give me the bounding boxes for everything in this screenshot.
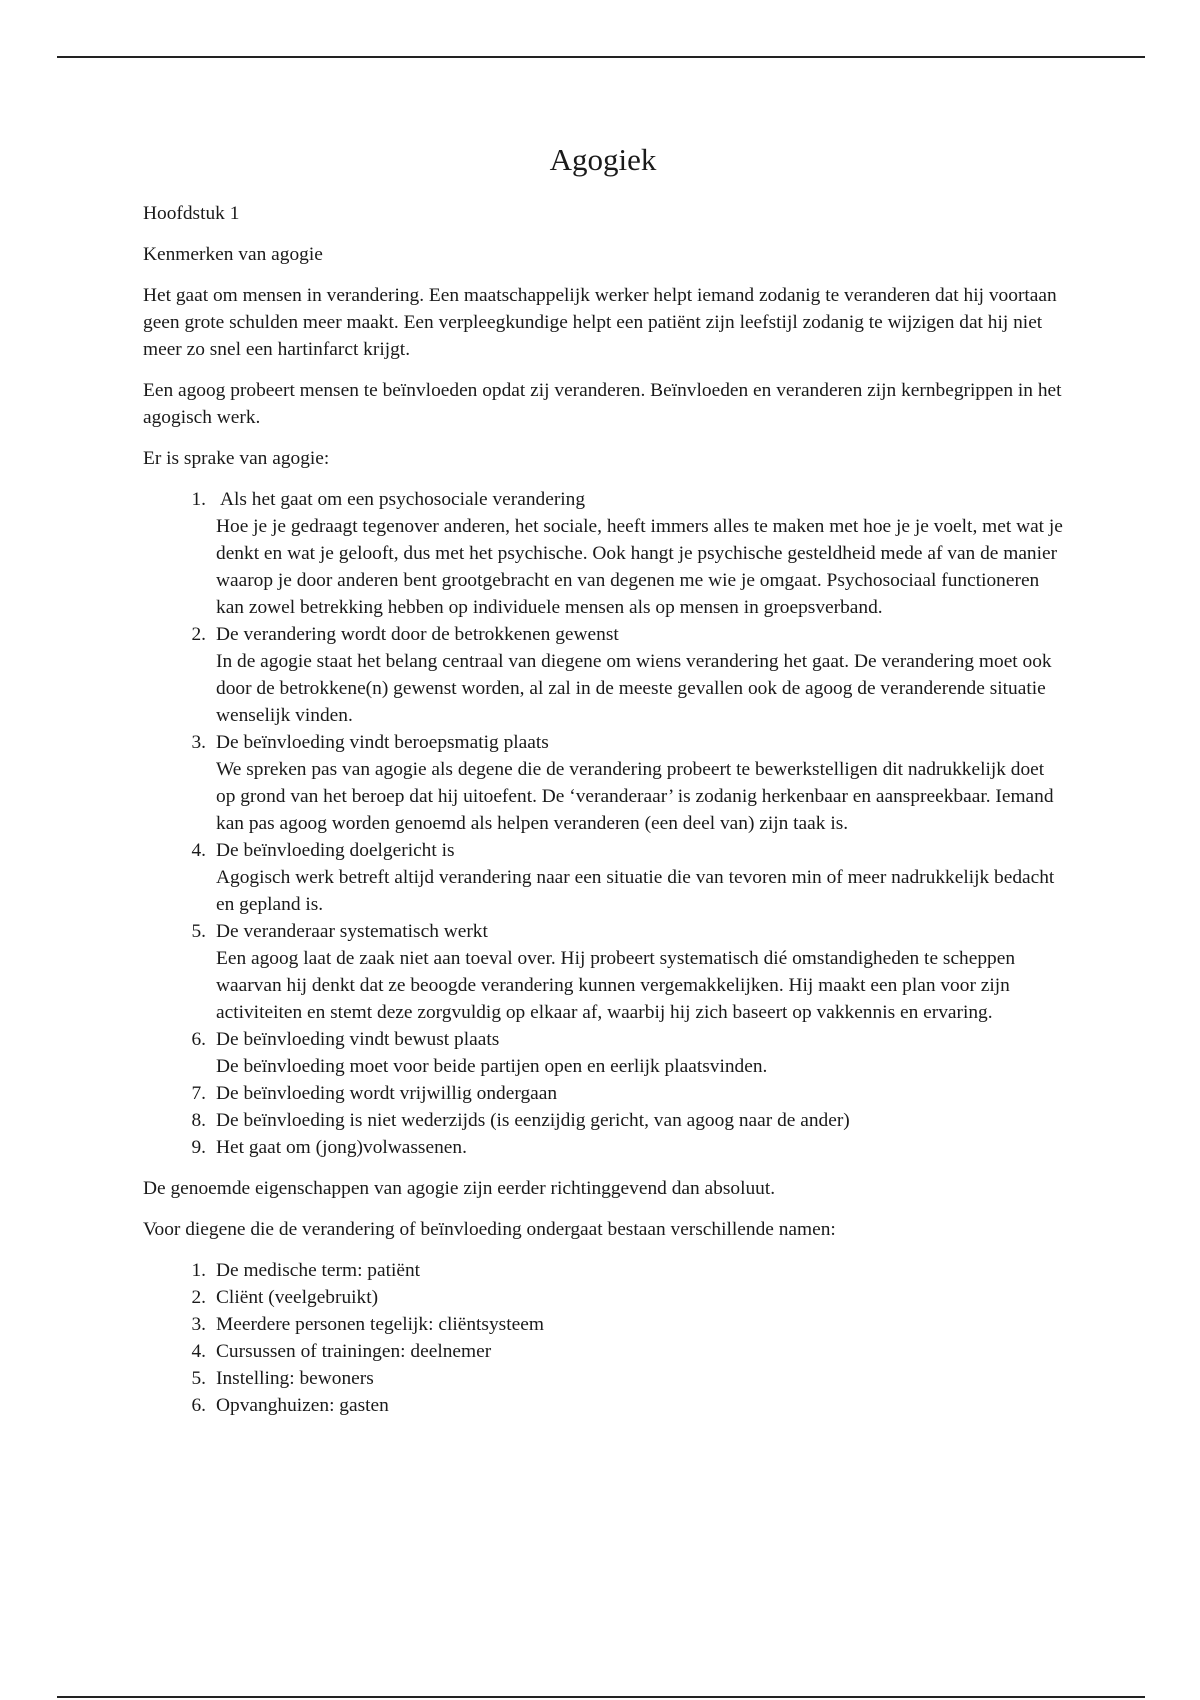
list-item (191, 1392, 1063, 1419)
list-item-title: De beïnvloeding vindt bewust plaats (216, 1029, 500, 1050)
document-title: Agogiek (549, 142, 657, 177)
list-number: 6. (191, 1029, 206, 1050)
list-item-text: De medische term: patiënt (216, 1260, 421, 1281)
names-list (143, 1257, 1063, 1419)
list-number: 5. (191, 921, 206, 942)
list-number: 2. (191, 1287, 206, 1308)
list-number: 5. (191, 1368, 206, 1389)
list-item-text: Opvanghuizen: gasten (216, 1395, 389, 1416)
document-body (143, 140, 1063, 1433)
list-item-text: Cliënt (veelgebruikt) (216, 1287, 379, 1308)
list-item-description: Een agoog laat de zaak niet aan toeval over. Hij probeert systematisch dié omstandigheden te scheppen waarvan hij denkt dat ze beoogde verandering kunnen vergemakkelijken. Hij maakt een plan voor zijn activiteiten en stemt deze zorgvuldig op elkaar af, waarbij hij zich baseert op vakkennis en ervaring. (216, 948, 1016, 1023)
list-item-title: Als het gaat om een psychosociale verandering (220, 489, 586, 510)
list-number: 1. (191, 489, 206, 510)
list-number: 3. (191, 1314, 206, 1335)
list-item (191, 918, 1063, 1026)
list-item (191, 1338, 1063, 1365)
list-item-title: De veranderaar systematisch werkt (216, 921, 488, 942)
paragraph-indicative: De genoemde eigenschappen van agogie zijn eerder richtinggevend dan absoluut. (143, 1178, 776, 1199)
list-item-text: Meerdere personen tegelijk: cliëntsysteem (216, 1314, 544, 1335)
list-item (191, 486, 1063, 621)
list-item-text: Cursussen of trainingen: deelnemer (216, 1341, 492, 1362)
list-item-description: Agogisch werk betreft altijd verandering naar een situatie die van tevoren min of meer nadrukkelijk bedacht en gepland is. (216, 867, 1055, 915)
list-number: 1. (191, 1260, 206, 1281)
paragraph-influence: Een agoog probeert mensen te beïnvloeden opdat zij veranderen. Beïnvloeden en veranderen zijn kernbegrippen in het agogisch werk. (143, 380, 1062, 428)
list-item-text: Instelling: bewoners (216, 1368, 374, 1389)
list-item (191, 729, 1063, 837)
list-item (191, 837, 1063, 918)
list-item-title: De beïnvloeding doelgericht is (216, 840, 455, 861)
list-item (191, 1311, 1063, 1338)
list-item-title: De beïnvloeding is niet wederzijds (is eenzijdig gericht, van agoog naar de ander) (216, 1110, 850, 1131)
list-item (191, 1080, 1063, 1107)
section-heading: Kenmerken van agogie (143, 244, 323, 265)
paragraph-intro: Het gaat om mensen in verandering. Een maatschappelijk werker helpt iemand zodanig te veranderen dat hij voortaan geen grote schulden meer maakt. Een verpleegkundige helpt een patiënt zijn leefstijl zodanig te wijzigen dat hij niet meer zo snel een hartinfarct krijgt. (143, 285, 1057, 360)
list-number: 2. (191, 624, 206, 645)
top-rule (57, 56, 1145, 58)
list-item (191, 621, 1063, 729)
list-number: 3. (191, 732, 206, 753)
list-number: 9. (191, 1137, 206, 1158)
list-number: 7. (191, 1083, 206, 1104)
list-item-title: De verandering wordt door de betrokkenen gewenst (216, 624, 619, 645)
list-number: 4. (191, 840, 206, 861)
bottom-rule (57, 1696, 1145, 1698)
paragraph-criteria-lead: Er is sprake van agogie: (143, 448, 330, 469)
list-item-description: We spreken pas van agogie als degene die de verandering probeert te bewerkstelligen dit nadrukkelijk doet op grond van het beroep dat hij uitoefent. De ‘veranderaar’ is zodanig herkenbaar en aanspreekbaar. Iemand kan pas agoog worden genoemd als helpen veranderen (een deel van) zijn taak is. (216, 759, 1054, 834)
list-item (191, 1365, 1063, 1392)
list-item (191, 1134, 1063, 1161)
list-item-description: Hoe je je gedraagt tegenover anderen, het sociale, heeft immers alles te maken met hoe je je voelt, met wat je denkt en wat je gelooft, dus met het psychische. Ook hangt je psychische gesteldheid mede af van de manier waarop je door anderen bent grootgebracht en van degenen me wie je omgaat. Psychosociaal functioneren kan zowel betrekking hebben op individuele mensen als op mensen in groepsverband. (216, 516, 1063, 618)
list-item-title: De beïnvloeding wordt vrijwillig ondergaan (216, 1083, 558, 1104)
list-item (191, 1107, 1063, 1134)
list-number: 8. (191, 1110, 206, 1131)
list-item (191, 1257, 1063, 1284)
paragraph-names-lead: Voor diegene die de verandering of beïnvloeding ondergaat bestaan verschillende namen: (143, 1219, 836, 1240)
list-item (191, 1284, 1063, 1311)
list-item-title: Het gaat om (jong)volwassenen. (216, 1137, 467, 1158)
criteria-list (143, 486, 1063, 1161)
list-item-description: In de agogie staat het belang centraal van diegene om wiens verandering het gaat. De verandering moet ook door de betrokkene(n) gewenst worden, al zal in de meeste gevallen ook de agoog de veranderende situatie wenselijk vinden. (216, 651, 1052, 726)
chapter-heading: Hoofdstuk 1 (143, 203, 240, 224)
list-item-description: De beïnvloeding moet voor beide partijen open en eerlijk plaatsvinden. (216, 1056, 768, 1077)
list-number: 6. (191, 1395, 206, 1416)
list-item (191, 1026, 1063, 1080)
list-number: 4. (191, 1341, 206, 1362)
list-item-title: De beïnvloeding vindt beroepsmatig plaats (216, 732, 549, 753)
